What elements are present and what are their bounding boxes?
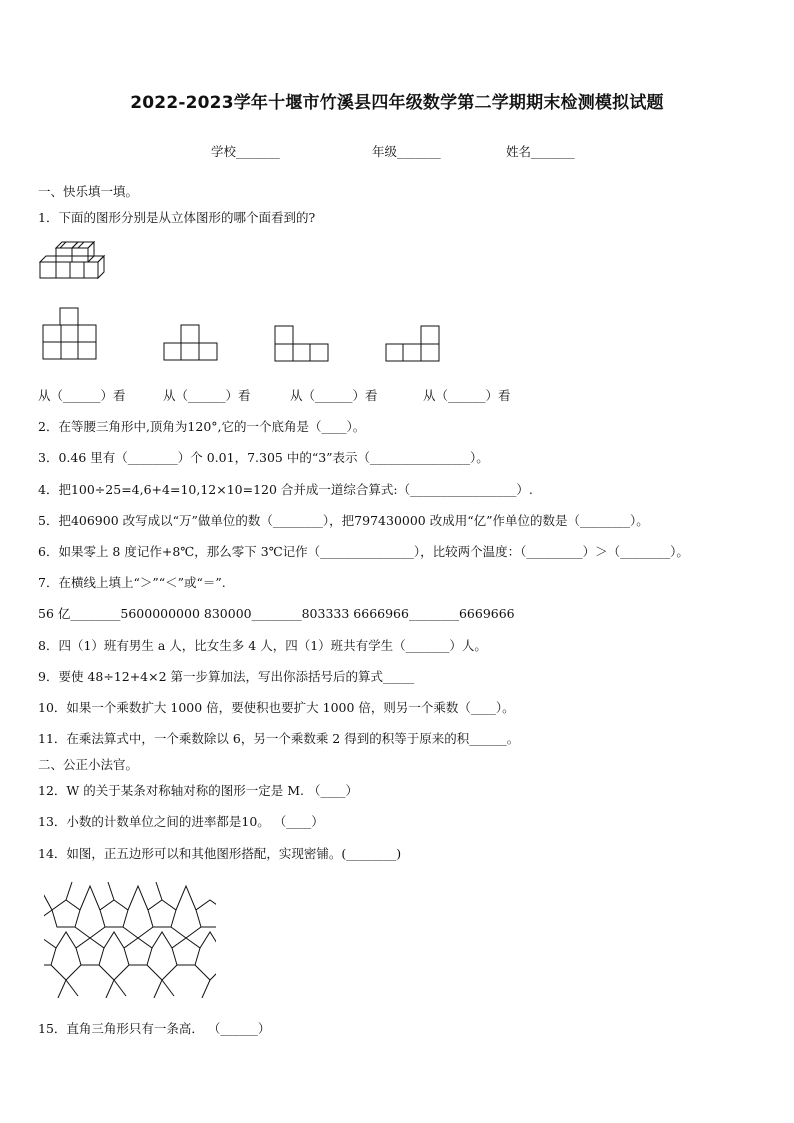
view-answer-1[interactable]: 从（______）看 bbox=[38, 388, 126, 403]
question-15: 15．直角三角形只有一条高． （______） bbox=[38, 1021, 271, 1036]
question-10: 10．如果一个乘数扩大 1000 倍，要使积也要扩大 1000 倍，则另一个乘数（____）。 bbox=[38, 700, 515, 715]
pentagon-tessellation-figure bbox=[44, 880, 216, 998]
section-one-heading: 一、快乐填一填。 bbox=[38, 184, 139, 199]
question-1: 1．下面的图形分别是从立体图形的哪个面看到的? bbox=[38, 210, 316, 225]
question-14: 14．如图，正五边形可以和其他图形搭配，实现密铺。(________) bbox=[38, 846, 402, 861]
question-13: 13．小数的计数单位之间的进率都是10。 （____） bbox=[38, 814, 324, 829]
view-figure-4 bbox=[385, 325, 441, 363]
question-5: 5．把406900 改写成以“万”做单位的数（________），把797430000 改成用“亿”作单位的数是（________）。 bbox=[38, 513, 649, 528]
question-6: 6．如果零上 8 度记作+8℃，那么零下 3℃记作（_______________），比较两个温度：（_________）＞（________）。 bbox=[38, 544, 689, 559]
question-2: 2．在等腰三角形中,顶角为120°,它的一个底角是（____）。 bbox=[38, 419, 366, 434]
page-title: 2022-2023学年十堰市竹溪县四年级数学第二学期期末检测模拟试题 bbox=[130, 93, 664, 113]
view-figure-3 bbox=[274, 325, 330, 363]
view-figure-2 bbox=[163, 324, 219, 362]
section-two-heading: 二、公正小法官。 bbox=[38, 757, 139, 772]
view-answer-2[interactable]: 从（______）看 bbox=[163, 388, 251, 403]
name-field[interactable]: 姓名_______ bbox=[506, 144, 575, 159]
question-7: 7．在横线上填上“＞”“＜”或“＝”. bbox=[38, 575, 226, 590]
question-12: 12．W 的关于某条对称轴对称的图形一定是 M. （____） bbox=[38, 783, 358, 798]
question-7-items: 56 亿________5600000000 830000________803333 6666966________6669666 bbox=[38, 606, 515, 621]
question-11: 11．在乘法算式中，一个乘数除以 6，另一个乘数乘 2 得到的积等于原来的积______。 bbox=[38, 731, 520, 746]
question-3: 3．0.46 里有（________）个 0.01，7.305 中的“3”表示（________________）。 bbox=[38, 450, 489, 465]
question-8: 8．四（1）班有男生 a 人，比女生多 4 人，四（1）班共有学生（_______）人。 bbox=[38, 638, 487, 653]
question-4: 4．把100÷25=4,6+4=10,12×10=120 合并成一道综合算式:（_________________）. bbox=[38, 482, 533, 497]
view-answer-3[interactable]: 从（______）看 bbox=[290, 388, 378, 403]
view-figure-1 bbox=[42, 307, 98, 361]
cube-solid-figure bbox=[38, 240, 108, 285]
view-answer-4[interactable]: 从（______）看 bbox=[423, 388, 511, 403]
grade-field[interactable]: 年级_______ bbox=[372, 144, 441, 159]
question-9: 9．要使 48÷12+4×2 第一步算加法，写出你添括号后的算式_____ bbox=[38, 669, 415, 684]
school-field[interactable]: 学校_______ bbox=[211, 144, 280, 159]
